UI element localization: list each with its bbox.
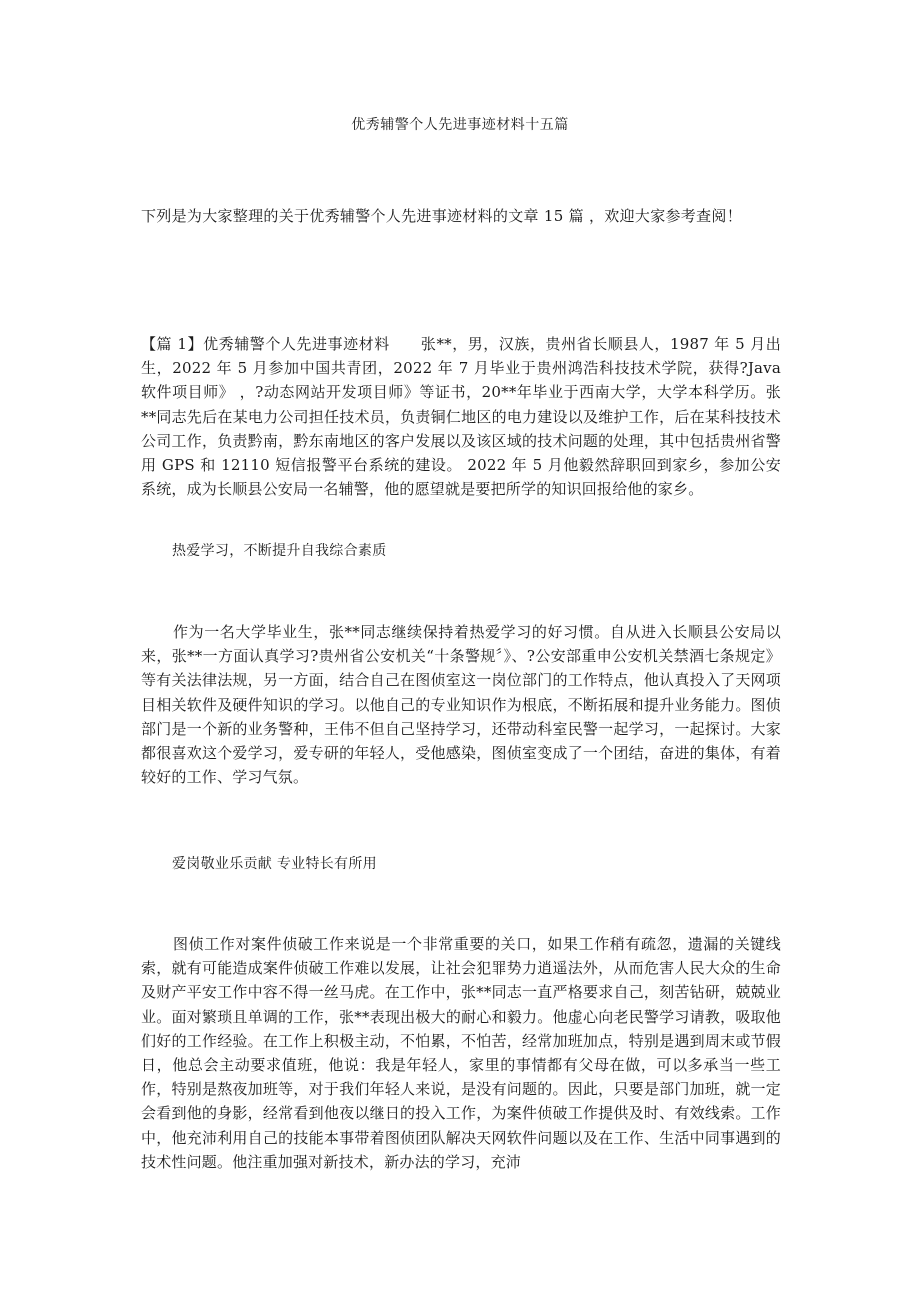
paragraph-study: 作为一名大学毕业生，张**同志继续保持着热爱学习的好习惯。自从进入长顺县公安局以来，张**一方面认真学习?贵州省公安机关“十条警规〞》、?公安部重申公安机关禁酒七条规定》等有关法律法规，另一方面，结合自己在图侦室这一岗位部门的工作特点，他认真投入了天网项目相关软件及硬件知识的学习。以他自己的专业知识作为根底，不断拓展和提升业务能力。图侦部门是一个新的业务警种，王伟不但自己坚持学习，还带动科室民警一起学习，一起探讨。大家都很喜欢这个爱学习，爱专研的年轻人，受他感染，图侦室变成了一个团结，奋进的集体，有着较好的工作、学习气氛。 [141, 623, 781, 787]
section-heading-study: 热爱学习，不断提升自我综合素质 [172, 543, 387, 559]
paragraph-dedication: 图侦工作对案件侦破工作来说是一个非常重要的关口，如果工作稍有疏忽，遗漏的关键线索，就有可能造成案件侦破工作难以发展，让社会犯罪势力逍遥法外，从而危害人民大众的生命及财产平安工作中容不得一丝马虎。在工作中，张**同志一直严格要求自己，刻苦钻研，兢兢业业。面对繁琐且单调的工作，张**表现出极大的耐心和毅力。他虚心向老民警学习请教，吸取他们好的工作经验。在工作上积极主动，不怕累，不怕苦，经常加班加点，特别是遇到周末或节假日，他总会主动要求值班，他说：我是年轻人，家里的事情都有父母在做，可以多承当一些工作，特别是熬夜加班等，对于我们年轻人来说，是没有问题的。因此，只要是部门加班，就一定会看到他的身影，经常看到他夜以继日的投入工作，为案件侦破工作提供及时、有效线索。工作中，他充沛利用自己的技能本事带着图侦团队解决天网软件问题以及在工作、生活中同事遇到的技术性问题。他注重加强对新技术，新办法的学习，充沛 [141, 935, 781, 1171]
section-heading-dedication: 爱岗敬业乐贡献 专业特长有所用 [172, 856, 377, 872]
paragraph-article-1: 【篇 1】优秀辅警个人先进事迹材料 张**，男，汉族，贵州省长顺县人，1987 年 5 月出生，2022 年 5 月参加中国共青团，2022 年 7 月毕业于贵州鸿浩科技技术学院，获得?Java 软件项目师》 ，?动态网站开发项目师》等证书，20**年毕业于西南大学，大学本科学历。张**同志先后在某电力公司担任技术员，负责铜仁地区的电力建设以及维护工作，后在某科技技术公司工作，负责黔南，黔东南地区的客户发展以及该区域的技术问题的处理，其中包括贵州省警用 GPS 和 12110 短信报警平台系统的建设。 2022 年 5 月他毅然辞职回到家乡，参加公安系统，成为长顺县公安局一名辅警，他的愿望就是要把所学的知识回报给他的家乡。 [141, 335, 781, 499]
document-title: 优秀辅警个人先进事迹材料十五篇 [351, 117, 569, 133]
intro-paragraph: 下列是为大家整理的关于优秀辅警个人先进事迹材料的文章 15 篇 ，欢迎大家参考查阅！ [141, 207, 742, 225]
